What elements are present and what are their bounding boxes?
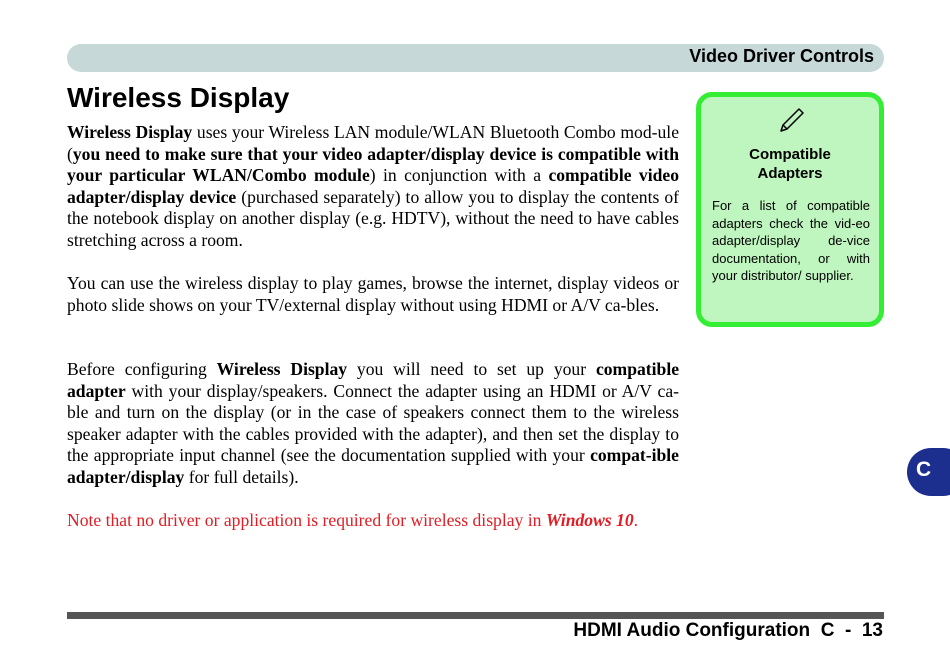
page-footer: HDMI Audio Configuration C - 13 [573,620,883,641]
sidebar-text: For a list of compatible adapters check the vid-eo adapter/display de-vice documentation, or with your distributor/ supplier. [712,198,870,283]
pencil-icon [779,107,805,133]
term-wireless-display: Wireless Display [216,359,348,379]
paragraph-setup: Before configuring Wireless Display you will need to set up your compatible adapter with your display/speakers. Connect the adapter using an HDMI or A/V ca-ble and turn on the display (or in the case of speakers connect them to the wireless speaker adapter with the cables provided with the adapter), and then set the display to the appropriate input channel (see the documentation supplied with your compat-ible adapter/display for full details). [67,359,680,487]
sidebar-title: Compatible Adapters [749,146,831,182]
windows-10-term: Windows 10 [545,510,634,530]
sidebar-note-box [696,92,884,327]
term-compatible-adapter-display: compat-ible adapter/display [67,445,679,487]
term-compatible-device: compatible video adapter/display device [67,165,680,207]
section-title: Video Driver Controls [689,46,874,66]
paragraph-intro: Wireless Display uses your Wireless LAN module/WLAN Bluetooth Combo mod-ule (you need to make sure that your video adapter/display device is compatible with your particular WLAN/Combo module) in conjunction with a compatible video adapter/display device (purchased separately) to allow you to display the contents of the notebook display on another display (e.g. HDTV), without the need to have cables stretching across a room. [67,122,680,250]
chapter-tab [907,448,950,496]
header-bar [67,44,884,72]
footer-rule [67,612,884,619]
note-windows-10: Note that no driver or application is required for wireless display in Windows 10. [67,510,639,530]
paragraph-usage: You can use the wireless display to play games, browse the internet, display videos or photo slide shows on your TV/external display without using HDMI or A/V ca-bles. [67,273,679,315]
compatibility-warning: you need to make sure that your video adapter/display device is compatible with your particular WLAN/Combo module [67,143,679,186]
chapter-letter: C [916,458,932,481]
term-wireless-display: Wireless Display [67,122,193,142]
term-compatible-adapter: compatible adapter [67,359,680,401]
page-title: Wireless Display [67,82,290,113]
